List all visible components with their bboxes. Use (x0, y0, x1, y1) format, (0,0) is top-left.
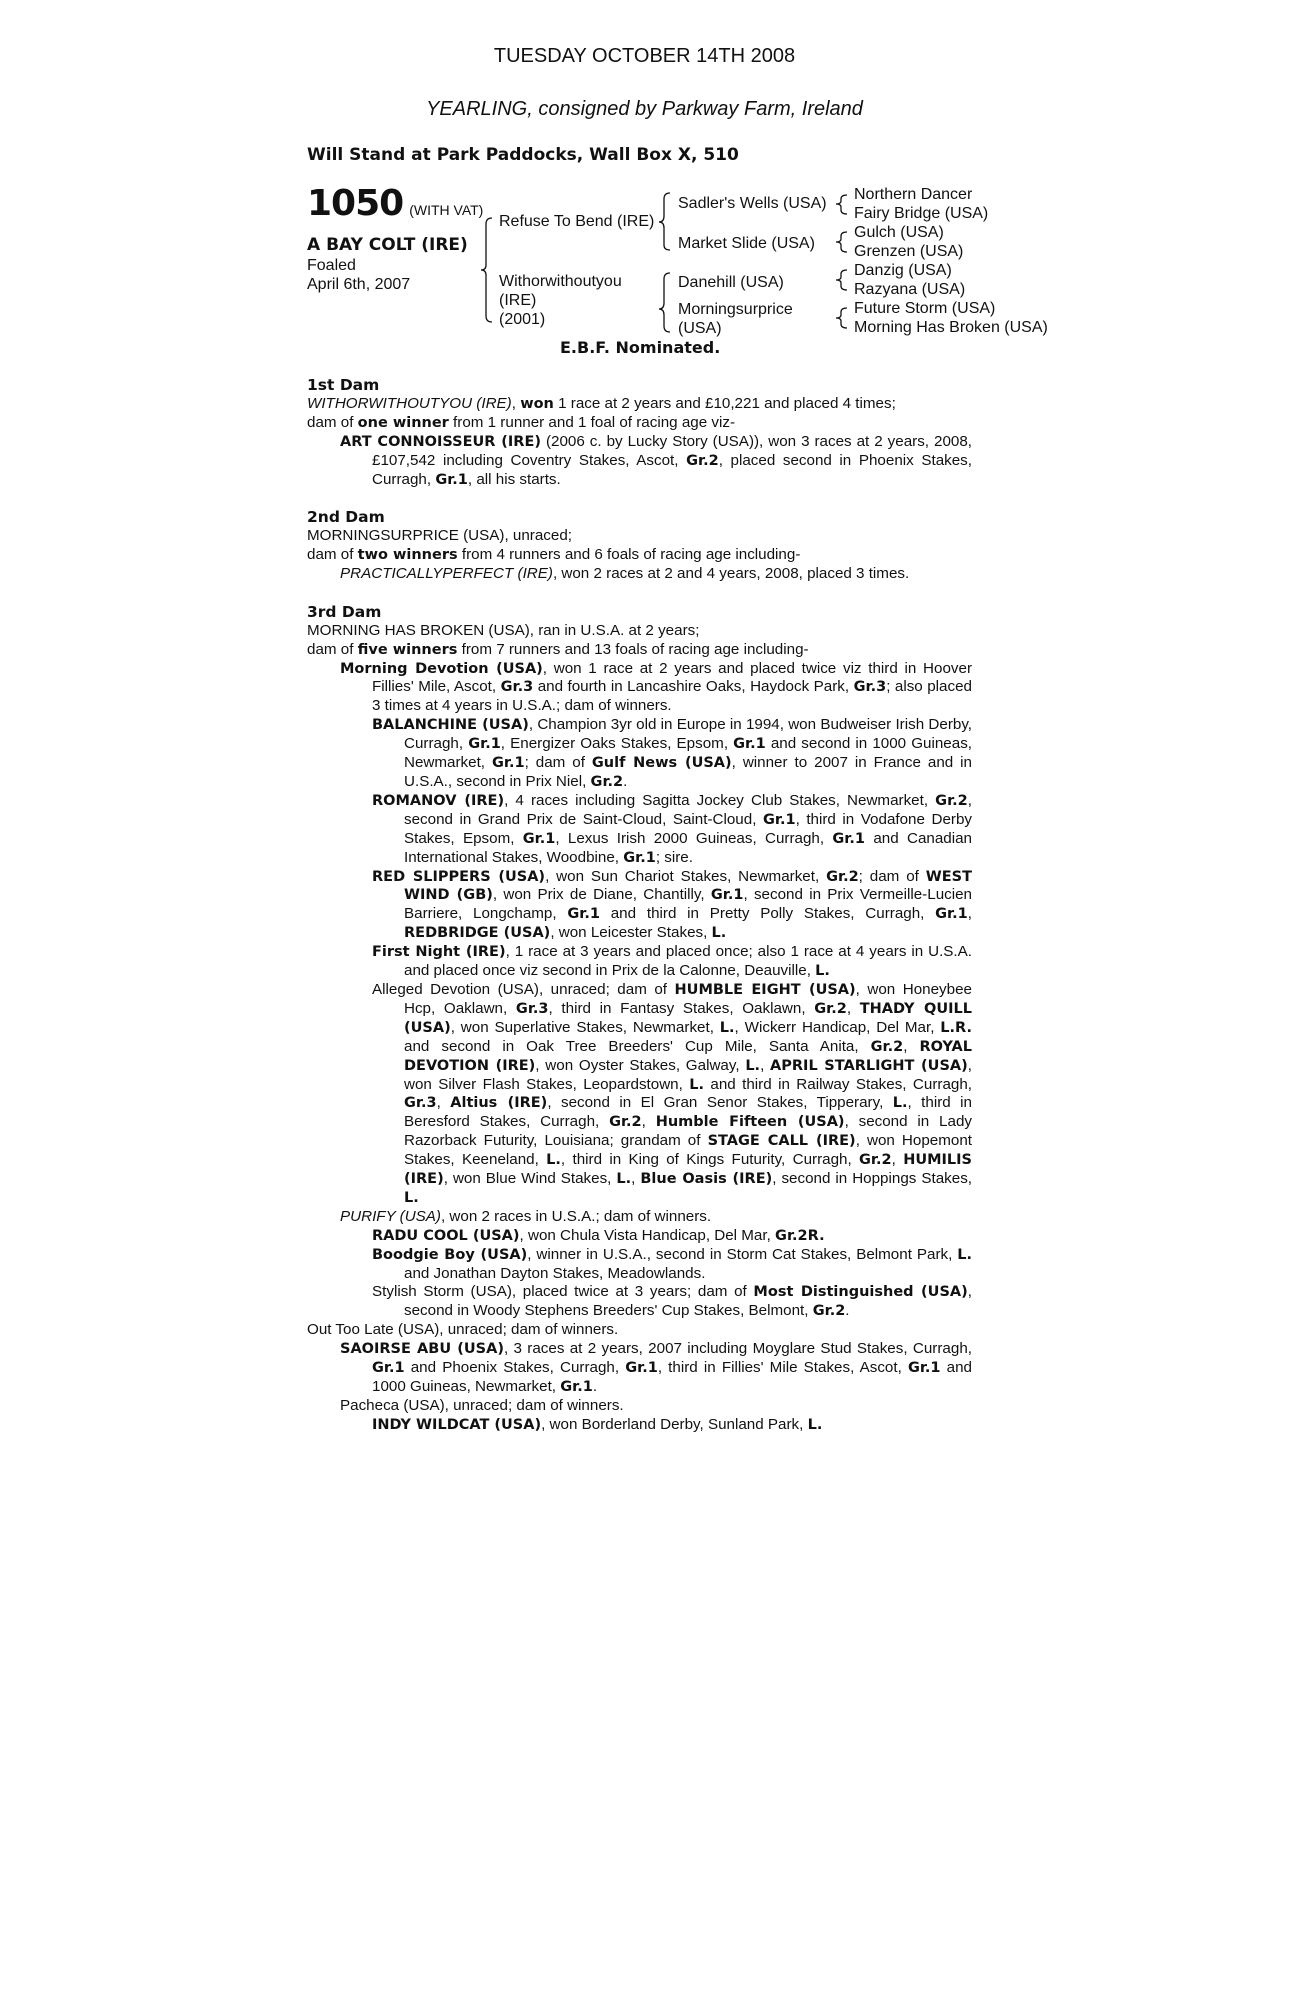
pedigree-sds: Gulch (USA) (854, 224, 944, 241)
pedigree-dss: Danzig (USA) (854, 262, 952, 279)
foaled-label: Foaled (307, 257, 356, 274)
radu-cool-entry: RADU COOL (USA), won Chula Vista Handicap, Del Mar, Gr.2R. (372, 1226, 825, 1244)
first-night-entry: First Night (IRE), 1 race at 3 years and placed once; also 1 race at 4 years in U.S.A. and placed once viz second in Prix de la Calonne, Deauville, L. (372, 943, 972, 980)
pedigree-dam-sire: Danehill (USA) (678, 274, 784, 291)
pedigree-sss: Northern Dancer (854, 186, 973, 203)
balanchine-entry: BALANCHINE (USA), Champion 3yr old in Europe in 1994, won Budweiser Irish Derby, Curragh, Gr.1, Energizer Oaks Stakes, Epsom, Gr.1 and second in 1000 Guineas, Newmarket, Gr.1; dam of Gulf News (USA), winner to 2007 in France and in U.S.A., second in Prix Niel, Gr.2. (372, 716, 973, 790)
pedigree-dam-name: Withorwithoutyou (499, 273, 622, 290)
romanov-entry: ROMANOV (IRE), 4 races including Sagitta Jockey Club Stakes, Newmarket, Gr.2, second in Grand Prix de Saint-Cloud, Saint-Cloud, Gr.1, third in Vodafone Derby Stakes, Epsom, Gr.1, Lexus Irish 2000 Guineas, Curragh, Gr.1 and Canadian International Stakes, Woodbine, Gr.1; sire. (372, 791, 973, 866)
second-dam-produce: dam of two winners from 4 runners and 6 foals of racing age including- (307, 546, 801, 564)
pedigree-ssd: Fairy Bridge (USA) (854, 205, 989, 222)
stand-location: Will Stand at Park Paddocks, Wall Box X, 510 (307, 145, 739, 165)
second-dam-line: MORNINGSURPRICE (USA), unraced; (307, 527, 572, 545)
pedigree-dam-dam (678, 300, 793, 338)
lot-name: A BAY COLT (IRE) (307, 235, 468, 255)
produce-record (307, 376, 972, 1435)
foaled-date: April 6th, 2007 (307, 276, 411, 293)
second-dam-heading: 2nd Dam (307, 508, 385, 527)
indy-wildcat-entry: INDY WILDCAT (USA), won Borderland Derby, Sunland Park, L. (372, 1415, 823, 1433)
first-dam-heading: 1st Dam (307, 376, 380, 394)
art-connoisseur-entry: ART CONNOISSEUR (IRE) (2006 c. by Lucky Story (USA)), won 3 races at 2 years, 2008, £107,542 including Coventry Stakes, Ascot, Gr.2, placed second in Phoenix Stakes, Curragh, Gr.1, all his starts. (340, 432, 973, 488)
pedigree-sire-dam: Market Slide (USA) (678, 235, 815, 252)
first-dam-produce: dam of one winner from 1 runner and 1 foal of racing age viz- (307, 413, 736, 431)
pedigree-dds: Future Storm (USA) (854, 300, 996, 317)
vat-note: (WITH VAT) (409, 202, 484, 218)
pedigree-dam-year: (2001) (499, 311, 546, 328)
saoirse-abu-entry: SAOIRSE ABU (USA), 3 races at 2 years, 2007 including Moyglare Stud Stakes, Curragh, Gr.1 and Phoenix Stakes, Curragh, Gr.1, third in Fillies' Mile Stakes, Ascot, Gr.1 and 1000 Guineas, Newmarket, Gr.1. (340, 1340, 973, 1395)
morning-devotion-entry: Morning Devotion (USA), won 1 race at 2 years and placed twice viz third in Hoover Fillies' Mile, Ascot, Gr.3 and fourth in Lancashire Oaks, Haydock Park, Gr.3; also placed 3 times at 4 years in U.S.A.; dam of winners. (340, 659, 973, 715)
boodgie-boy-entry: Boodgie Boy (USA), winner in U.S.A., second in Storm Cat Stakes, Belmont Park, L. and Jonathan Dayton Stakes, Meadowlands. (372, 1245, 973, 1282)
pedigree-dam (499, 272, 622, 329)
pacheca-entry: Pacheca (USA), unraced; dam of winners. (340, 1396, 624, 1414)
alleged-devotion-entry: Alleged Devotion (USA), unraced; dam of HUMBLE EIGHT (USA), won Honeybee Hcp, Oaklawn, Gr.3, third in Fantasy Stakes, Oaklawn, Gr.2, THADY QUILL (USA), won Superlative Stakes, Newmarket, L., Wickerr Handicap, Del Mar, L.R. and second in Oak Tree Breeders' Cup Mile, Santa Anita, Gr.2, ROYAL DEVOTION (IRE), won Oyster Stakes, Galway, L., APRIL STARLIGHT (USA), won Silver Flash Stakes, Leopardstown, L. and third in Railway Stakes, Curragh, Gr.3, Altius (IRE), second in El Gran Senor Stakes, Tipperary, L., third in Beresford Stakes, Curragh, Gr.2, Humble Fifteen (USA), second in Lady Razorback Futurity, Louisiana; grandam of STAGE CALL (IRE), won Hopemont Stakes, Keeneland, L., third in King of Kings Futurity, Curragh, Gr.2, HUMILIS (IRE), won Blue Wind Stakes, L., Blue Oasis (IRE), second in Hoppings Stakes, L. (372, 980, 973, 1206)
practicallyperfect-entry: PRACTICALLYPERFECT (IRE), won 2 races at 2 and 4 years, 2008, placed 3 times. (340, 565, 910, 583)
first-dam-line: WITHORWITHOUTYOU (IRE), won 1 race at 2 years and £10,221 and placed 4 times; (307, 394, 896, 412)
pedigree-sire: Refuse To Bend (IRE) (499, 213, 655, 230)
pedigree-sire-sire: Sadler's Wells (USA) (678, 195, 827, 212)
third-dam-heading: 3rd Dam (307, 602, 382, 621)
purify-entry: PURIFY (USA), won 2 races in U.S.A.; dam of winners. (340, 1207, 712, 1225)
sale-date: TUESDAY OCTOBER 14TH 2008 (493, 45, 796, 67)
pedigree-brackets (0, 0, 1289, 340)
ebf-nominated: E.B.F. Nominated. (560, 338, 721, 357)
red-slippers-entry: RED SLIPPERS (USA), won Sun Chariot Stakes, Newmarket, Gr.2; dam of WEST WIND (GB), won Prix de Diane, Chantilly, Gr.1, second in Prix Vermeille-Lucien Barriere, Longchamp, Gr.1 and third in Pretty Polly Stakes, Curragh, Gr.1, REDBRIDGE (USA), won Leicester Stakes, L. (372, 867, 972, 942)
pedigree-dam-dam-country: (USA) (678, 320, 722, 337)
pedigree-dam-dam-name: Morningsurprice (678, 301, 793, 318)
out-too-late-entry: Out Too Late (USA), unraced; dam of winners. (307, 1321, 619, 1339)
third-dam-produce: dam of five winners from 7 runners and 13 foals of racing age including- (307, 640, 809, 658)
consignment-line: YEARLING, consigned by Parkway Farm, Ireland (426, 98, 863, 120)
lot-number: 1050 (307, 183, 404, 224)
pedigree-dam-country: (IRE) (499, 292, 537, 309)
pedigree-dsd: Razyana (USA) (854, 281, 966, 298)
pedigree-ddd: Morning Has Broken (USA) (854, 319, 1048, 336)
third-dam-line: MORNING HAS BROKEN (USA), ran in U.S.A. at 2 years; (307, 621, 700, 639)
pedigree-sdd: Grenzen (USA) (854, 243, 964, 260)
stylish-storm-entry: Stylish Storm (USA), placed twice at 3 years; dam of Most Distinguished (USA), second in Woody Stephens Breeders' Cup Stakes, Belmont, Gr.2. (372, 1283, 972, 1320)
